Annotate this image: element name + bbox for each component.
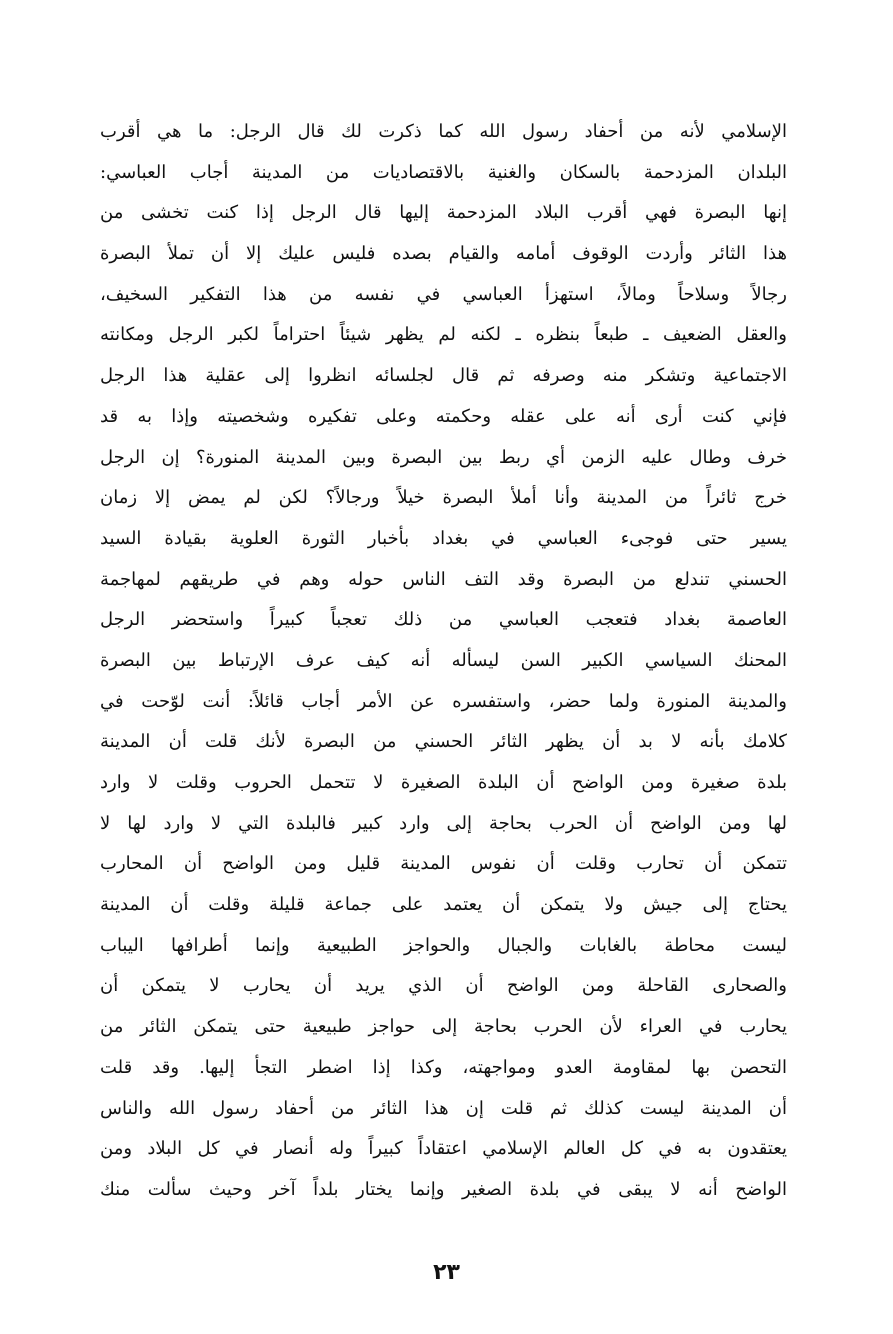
text-line: أن المدينة ليست كذلك ثم قلت إن هذا الثائر من أحفاد رسول الله والناس (100, 1097, 787, 1119)
text-line: العاصمة بغداد فتعجب العباسي من ذلك تعجباً كبيراً واستحضر الرجل (100, 609, 787, 631)
text-line: فإني كنت أرى أنه على عقله وحكمته وعلى تفكيره وشخصيته وإذا به قد (100, 405, 787, 427)
text-line: والصحارى القاحلة ومن الواضح أن الذي يريد أن يحارب لا يتمكن أن (100, 975, 787, 997)
text-line: البلدان المزدحمة بالسكان والغنية بالاقتصاديات من المدينة أجاب العباسي: (100, 161, 787, 183)
text-line: الواضح أنه لا يبقى في بلدة الصغير وإنما يختار بلداً آخر وحيث سألت منك (100, 1178, 787, 1200)
text-line: يعتقدون به في كل العالم الإسلامي اعتقاداً كبيراً وله أنصار في كل البلاد ومن (100, 1138, 787, 1160)
text-line: يحارب في العراء لأن الحرب بحاجة إلى حواجز طبيعية حتى يتمكن الثائر من (100, 1016, 787, 1038)
text-line: خرف وطال عليه الزمن أي ربط بين البصرة وبين المدينة المنورة؟ إن الرجل (100, 446, 787, 468)
text-line: ليست محاطة بالغابات والجبال والحواجز الطبيعية وإنما أطرافها اليباب (100, 934, 787, 956)
text-line: خرج ثائراً من المدينة وأنا أملأ البصرة خيلاً ورجالاً؟ لكن لم يمض إلا زمان (100, 487, 787, 509)
text-line: كلامك بأنه لا بد أن يظهر الثائر الحسني من البصرة لأنك قلت أن المدينة (100, 731, 787, 753)
text-line: رجالاً وسلاحاً ومالاً، استهزأ العباسي في نفسه من هذا التفكير السخيف، (100, 283, 787, 305)
text-line: الحسني تندلع من البصرة وقد التف الناس حوله وهم في طريقهم لمهاجمة (100, 568, 787, 590)
text-line: والعقل الضعيف ـ طبعاً بنظره ـ لكنه لم يظهر شيئاً احتراماً لكبر الرجل ومكانته (100, 324, 787, 346)
text-line: يسير حتى فوجىء العباسي في بغداد بأخبار الثورة العلوية بقيادة السيد (100, 527, 787, 549)
text-line: والمدينة المنورة ولما حضر، واستفسره عن الأمر أجاب قائلاً: أنت لوّحت في (100, 690, 787, 712)
text-line: الاجتماعية وتشكر منه وصرفه ثم قال لجلسائه انظروا إلى عقلية هذا الرجل (100, 365, 787, 387)
page-number: ٢٣ (433, 1260, 460, 1285)
text-line: يحتاج إلى جيش ولا يتمكن أن يعتمد على جماعة قليلة وقلت أن المدينة (100, 894, 787, 916)
text-line: التحصن بها لمقاومة العدو ومواجهته، وكذا إذا اضطر التجأ إليها. وقد قلت (100, 1056, 787, 1078)
body-text (100, 112, 787, 1211)
text-line: هذا الثائر وأردت الوقوف أمامه والقيام بصده فليس عليك إلا أن تملأ البصرة (100, 243, 787, 265)
text-line: المحنك السياسي الكبير السن ليسأله أنه كيف عرف الإرتباط بين البصرة (100, 649, 787, 671)
text-line: الإسلامي لأنه من أحفاد رسول الله كما ذكرت لك قال الرجل: ما هي أقرب (100, 121, 787, 142)
text-line: لها ومن الواضح أن الحرب بحاجة إلى وارد كبير فالبلدة التي لا وارد لها لا (100, 812, 787, 834)
text-line: بلدة صغيرة ومن الواضح أن البلدة الصغيرة لا تتحمل الحروب وقلت لا وارد (100, 772, 787, 793)
text-line: إنها البصرة فهي أقرب البلاد المزدحمة إليها قال الرجل إذا كنت تخشى من (100, 202, 787, 224)
text-line: تتمكن أن تحارب وقلت أن نفوس المدينة قليل ومن الواضح أن المحارب (100, 853, 787, 875)
